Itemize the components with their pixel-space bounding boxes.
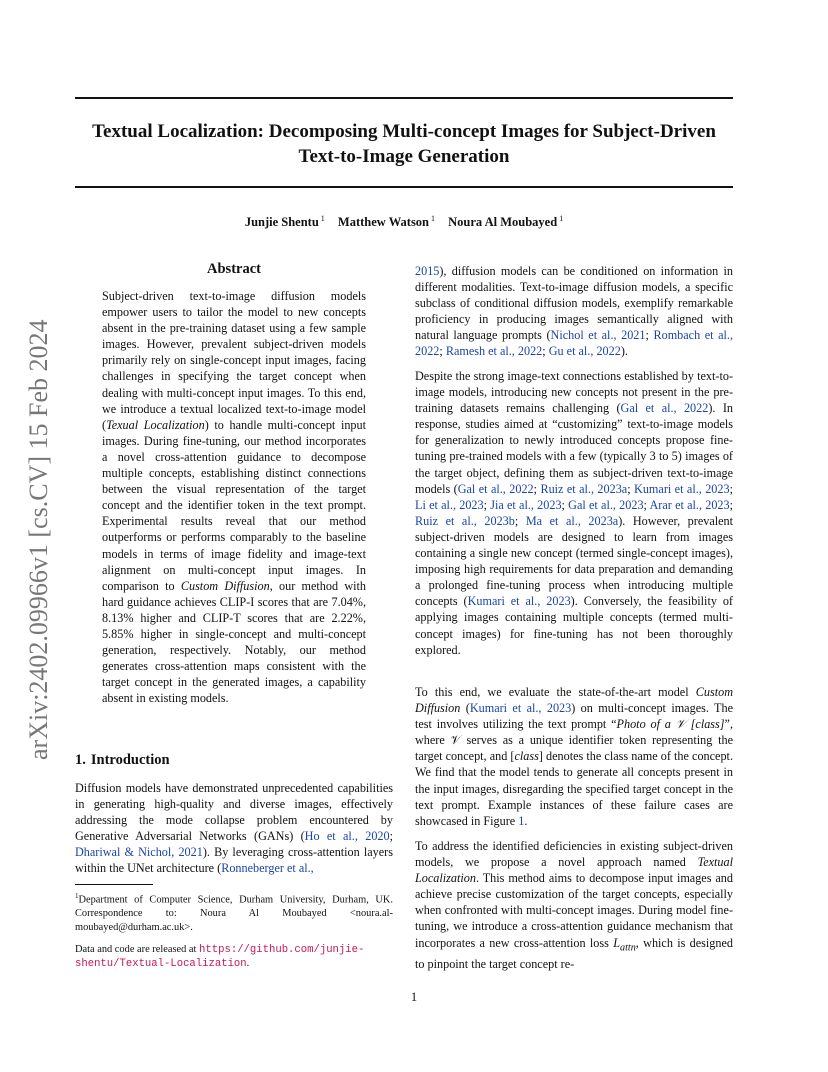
citation-link[interactable]: Kumari et al., 2023 bbox=[469, 701, 572, 716]
citation-link[interactable]: Ramesh et al., 2022 bbox=[445, 344, 543, 359]
top-rule bbox=[75, 97, 733, 99]
right-paragraph-3: To this end, we evaluate the state-of-the-art model Custom Diffusion (Kumari et al., 2023) on multi-concept images. The test involves utilizing the text prompt “Photo of a 𝒱 [class]”, where 𝒱 serves as a unique identifier token representing the target concept, and [class] denotes the class name of the concept. We find that the model tends to generate all concepts present in the input images, disregarding the specified target concept in the text prompt. Example instances of these failure cases are showcased in Figure 1. bbox=[415, 685, 733, 828]
citation-link[interactable]: 2015 bbox=[415, 264, 440, 278]
citation-link[interactable]: Kumari et al., 2023 bbox=[467, 594, 571, 609]
citation-link[interactable]: Ma et al., 2023a bbox=[525, 513, 619, 528]
citation-link[interactable]: Arar et al., 2023 bbox=[649, 497, 730, 512]
right-paragraph-4: To address the identified deficiencies in existing subject-driven models, we propose a novel approach named Textual Localization. This method aims to decompose input images and achieve precise customization of the target concepts, especially when confronted with multi-concept images. During model fine-tuning, we introduce a cross-attention guidance mechanism that incorporates a new cross-attention loss $L_{attn}$, which is designed to pinpoint the target concept re- bbox=[415, 839, 733, 972]
citation-link[interactable]: Ruiz et al., 2023b bbox=[415, 513, 515, 528]
citation-link[interactable]: Nichol et al., 2021 bbox=[550, 328, 646, 343]
right-paragraph-1: 2015), diffusion models can be conditioned on information in different modalities. Text-to-image diffusion models, a specific subclass of conditional diffusion models, exemplify remarkable proficiency in producing images semantically aligned with natural language prompts (Nichol et al., 2021; Rombach et al., 2022; Ramesh et al., 2022; Gu et al., 2022). bbox=[415, 264, 734, 359]
intro-paragraph: Diffusion models have demonstrated unprecedented capabilities in generating high-quality and diverse images, effectively addressing the mode collapse problem encountered by Generative Adversarial Networks (GANs) (Ho et al., 2020; Dhariwal & Nichol, 2021). By leveraging cross-attention layers within the UNet architecture (Ronneberger et al., bbox=[75, 781, 393, 876]
author: Junjie Shentu $^1$ bbox=[244, 214, 325, 230]
citation-link[interactable]: Gu et al., 2022 bbox=[548, 344, 621, 359]
title-bottom-rule bbox=[75, 186, 733, 188]
right-paragraph-2: Despite the strong image-text connections established by text-to-image models, introducing new concepts not present in the pre-training datasets remains challenging (Gal et al., 2022). In response, studies aimed at “customizing” text-to-image models for generalization to newly introduced concepts propose fine-tuning pre-trained models with a few (typically 3 to 5) images of the target object, defining them as subject-driven text-to-image models (Gal et al., 2022; Ruiz et al., 2023a; Kumari et al., 2023; Li et al., 2023; Jia et al., 2023; Gal et al., 2023; Arar et al., 2023; Ruiz et al., 2023b; Ma et al., 2023a). However, prevalent subject-driven models are designed to learn from images containing a single new concept (termed single-concept images), imposing high requirements for data preparation and demanding a prolonged fine-tuning process when introducing multiple concepts (Kumari et al., 2023). Conversely, the feasibility of applying images containing multiple concepts (termed multi-concept images) for fine-tuning has not been thoroughly explored. bbox=[415, 369, 734, 657]
abstract-text: Subject-driven text-to-image diffusion models empower users to tailor the model to new concepts absent in the pre-training dataset using a few sample images. However, prevalent subject-driven models primarily rely on single-concept input images, facing challenges in specifying the target concept when dealing with multi-concept input images. To this end, we introduce a textual localized text-to-image model (Texual Localization) to handle multi-concept input images. During fine-tuning, our method incorporates a novel cross-attention guidance to decompose multiple concepts, establishing distinct connections between the visual representation of the target concept and the identifier token in the text prompt. Experimental results reveal that our method outperforms or performs comparably to the baseline models in terms of image fidelity and image-text alignment on multi-concept input images. In comparison to Custom Diffusion, our method with hard guidance achieves CLIP-I scores that are 7.04%, 8.13% higher and CLIP-T scores that are 2.22%, 5.85% higher in single-concept and multi-concept generation, respectively. Notably, our method generates cross-attention maps consistent with the target concept in the generated images, a capability absent in existing models. bbox=[102, 289, 367, 706]
arxiv-stamp: arXiv:2402.09966v1 [cs.CV] 15 Feb 2024 bbox=[24, 319, 53, 760]
author: Noura Al Moubayed $^1$ bbox=[448, 214, 564, 230]
citation-link[interactable]: Ruiz et al., 2023a bbox=[540, 481, 628, 496]
figure-link[interactable]: 1 bbox=[518, 813, 525, 828]
section-heading-introduction: 1. Introduction bbox=[75, 752, 170, 768]
abstract-heading: Abstract bbox=[207, 261, 261, 277]
paper-title bbox=[75, 119, 733, 169]
citation-link[interactable]: Li et al., 2023 bbox=[415, 497, 484, 512]
code-release-note: Data and code are released at https://github.com/junjie-shentu/Textual-Localization. bbox=[75, 944, 365, 970]
citation-link[interactable]: Jia et al., 2023 bbox=[490, 497, 562, 512]
citation-link[interactable]: Rombach et al., 2022 bbox=[415, 328, 734, 359]
author-list bbox=[75, 214, 733, 230]
citation-link[interactable]: Dhariwal & Nichol, 2021 bbox=[75, 845, 203, 860]
page-number: 1 bbox=[410, 990, 418, 1004]
footnote-rule bbox=[75, 884, 153, 885]
citation-link[interactable]: Ronneberger et al., bbox=[221, 861, 314, 876]
title-line-2: Text-to-Image Generation bbox=[298, 146, 510, 167]
title-line-1: Textual Localization: Decomposing Multi-concept Images for Subject-Driven bbox=[92, 121, 716, 142]
citation-link[interactable]: Gal et al., 2022 bbox=[620, 401, 709, 416]
citation-link[interactable]: Kumari et al., 2023 bbox=[634, 481, 730, 496]
affiliation-footnote: $^1$Department of Computer Science, Durham University, Durham, UK. Correspondence to: Noura Al Moubayed <noura.al-moubayed@durham.ac.uk>. bbox=[75, 892, 393, 934]
citation-link[interactable]: Ho et al., 2020 bbox=[304, 829, 390, 844]
citation-link[interactable]: Gal et al., 2023 bbox=[568, 497, 644, 512]
github-link[interactable]: https://github.com/junjie-shentu/Textual-Localization bbox=[75, 944, 365, 970]
author: Matthew Watson $^1$ bbox=[337, 214, 436, 230]
citation-link[interactable]: Gal et al., 2022 bbox=[457, 481, 534, 496]
